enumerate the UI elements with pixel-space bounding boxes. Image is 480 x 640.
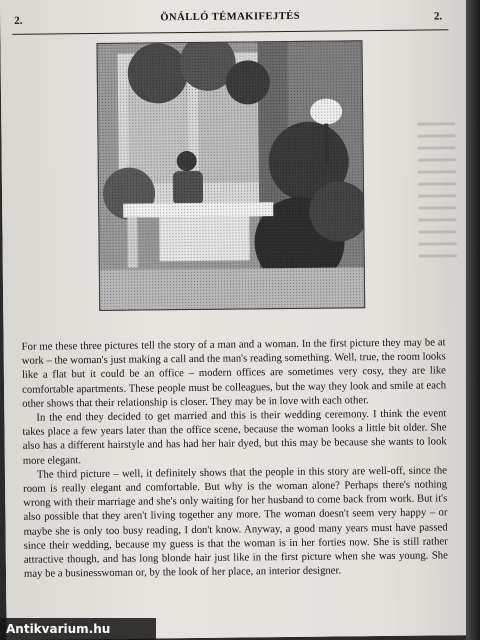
body-text (22, 335, 449, 581)
photo-illustration (97, 41, 364, 310)
bleed-through-text (417, 113, 457, 303)
page-number-left: 2. (14, 14, 23, 27)
page-number-right: 2. (433, 10, 443, 23)
watermark: Antikvarium.hu (0, 618, 156, 640)
paragraph-3: The third picture – well, it definitely shows that the people in this story are well-off, since the room is really elegant and comfortable. But why is the woman alone? Perhaps there's nothing wrong with their marriage and she's only waiting for her husband to come back from work. But it's also possible that they aren't living together any more. The woman doesn't seem very happy – or maybe she is only too busy reading, I don't know. Anyway, a good many years must have passed since their wedding, because my guess is that the woman is in her forties now. She is still rather attractive though, and has long blonde hair just like in the first picture when she was young. She may be a businesswoman or, by the look of her place, an interior designer. (23, 464, 448, 581)
paragraph-1: For me these three pictures tell the story of a man and a woman. In the first picture they may be at work – the woman's just making a call and the man's reading something. Well, true, the room looks like a flat but it could be an office – modern offices are sometimes very cosy, they are like comfortable apartments. These people must be colleagues, but the way they look and smile at each other shows that their relationship is closer. They may be in love with each other. (21, 336, 447, 410)
book-spine-shadow (466, 0, 480, 640)
woman-at-desk-photo (96, 40, 365, 311)
chapter-title: ÖNÁLLÓ TÉMAKIFEJTÉS (160, 10, 301, 24)
paragraph-2: In the end they decided to get married and this is their wedding ceremony. I think the event takes place a few years later than the office scene, because the woman looks a little bit older. She also has a different hairstyle and has had her hair dyed, but this may be because she wants to look more elegant. (22, 407, 447, 467)
page-header (12, 1, 448, 35)
